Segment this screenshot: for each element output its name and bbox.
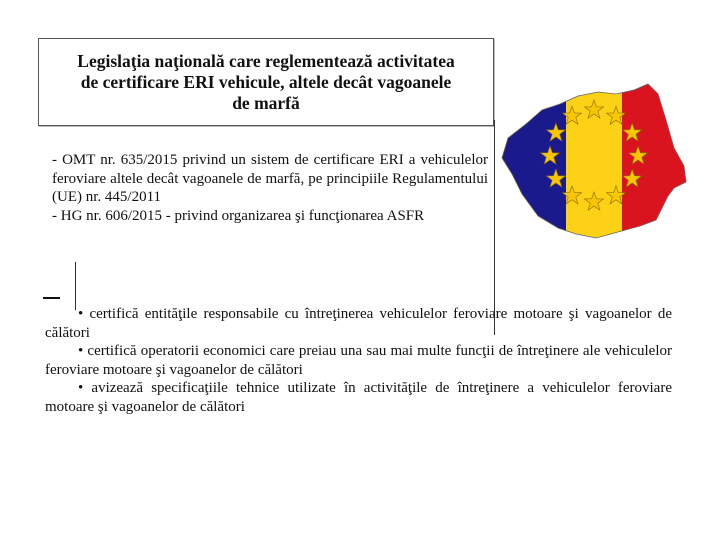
divider-line: [494, 120, 495, 335]
bullet-item-ecm: • certifică entităţile responsabile cu întreţinerea vehiculelor feroviare motoare şi vagoanelor de călători: [45, 306, 672, 341]
slide-title: [38, 38, 494, 126]
legislation-list: [52, 151, 488, 225]
title-line-2: de certificare ERI vehicule, altele decât vagoanele: [80, 71, 452, 92]
bullet-item-specifications: • avizează specificaţiile tehnice utilizate în activităţile de întreţinere a vehiculelor feroviare motoare şi vagoanelor de călători: [45, 380, 672, 415]
flag-red-band: [622, 70, 688, 250]
divider-line: [75, 262, 76, 310]
dash-marker: [43, 297, 60, 299]
title-line-3: de marfă: [232, 92, 300, 113]
legislation-item-hg: - HG nr. 606/2015 - privind organizarea şi funcţionarea ASFR: [52, 207, 425, 224]
bullet-item-operators: • certifică operatorii economici care preiau una sau mai multe funcţii de întreţinere ale vehiculelor feroviare motoare şi vagoanelor de călători: [45, 343, 672, 378]
flag-yellow-band: [566, 70, 622, 250]
flag-blue-band: [498, 70, 566, 250]
legislation-item-omt: - OMT nr. 635/2015 privind un sistem de certificare ERI a vehiculelor feroviare altele decât vagoanele de marfă, pe principiile Regulamentului (UE) nr. 445/2011: [52, 152, 488, 205]
responsibilities-list: [45, 305, 672, 416]
title-line-1: Legislaţia naţională care reglementează activitatea: [77, 50, 455, 71]
romania-flag-map-icon: [498, 70, 688, 250]
